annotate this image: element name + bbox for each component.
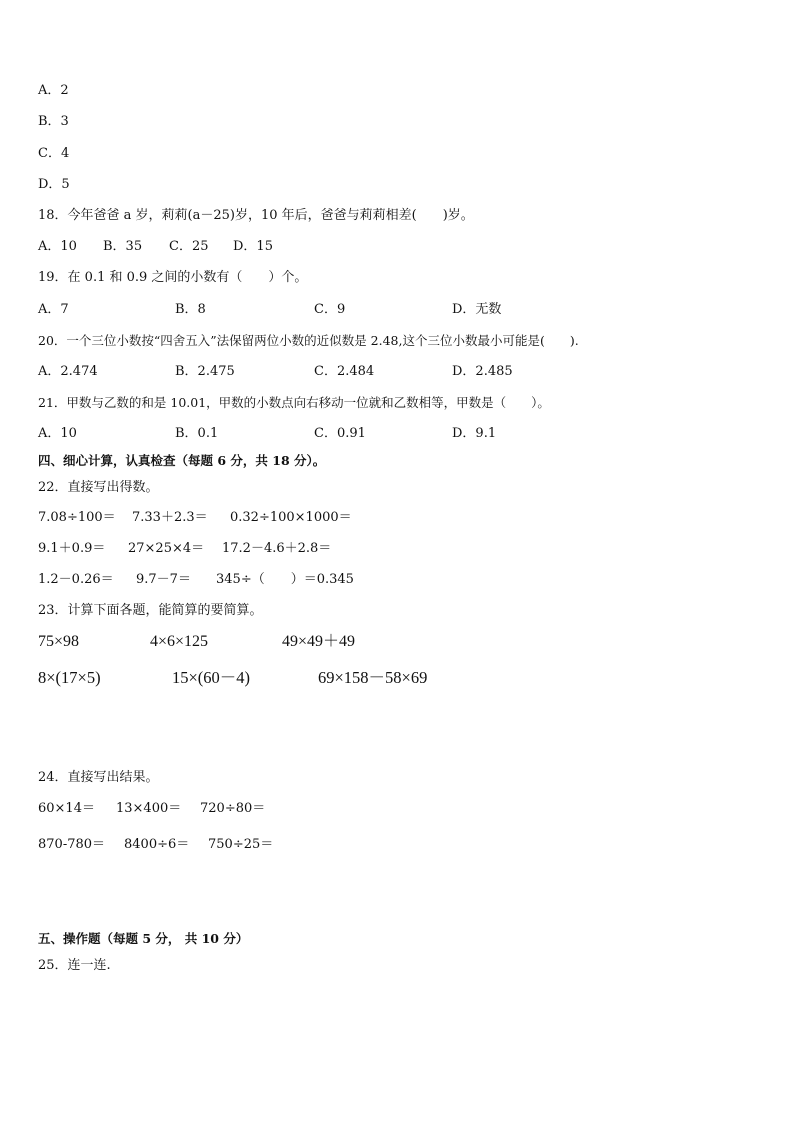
q24-expr: 8400÷6＝: [124, 837, 190, 852]
q20-text: 20．一个三位小数按“四舍五入”法保留两位小数的近似数是 2.48,这个三位小数最小可能是( ).: [38, 333, 579, 348]
q23-expr: 15×(60－4): [172, 668, 251, 687]
q21-option-d: D．9.1: [452, 426, 497, 441]
q22-expr: 1.2－0.26＝: [38, 572, 114, 587]
q24-expr: 60×14＝: [38, 801, 95, 816]
q22-expr: 9.1＋0.9＝: [38, 541, 106, 556]
q22-expr: 17.2－4.6＋2.8＝: [222, 541, 332, 556]
q18-option-d: D．15: [233, 239, 273, 254]
q24-expr: 870-780＝: [38, 837, 106, 852]
q22-expr: 345÷（ ）＝0.345: [216, 572, 354, 587]
q17-option-c: C．4: [38, 146, 70, 161]
q21-option-a: A．10: [38, 426, 77, 441]
q25-text: 25．连一连.: [38, 958, 111, 973]
q18-option-c: C．25: [169, 239, 209, 254]
q22-expr: 9.7－7＝: [136, 572, 191, 587]
q24-expr: 13×400＝: [116, 801, 182, 816]
q21-text: 21．甲数与乙数的和是 10.01，甲数的小数点向右移动一位就和乙数相等，甲数是（ ）。: [38, 395, 550, 410]
q21-option-b: B．0.1: [175, 426, 219, 441]
q22-expr: 7.08÷100＝: [38, 510, 116, 525]
q17-option-a: A．2: [38, 83, 69, 98]
q19-option-b: B．8: [175, 302, 206, 317]
q18-option-a: A．10: [38, 239, 77, 254]
q18-option-b: B．35: [103, 239, 143, 254]
q23-expr: 8×(17×5): [38, 668, 101, 687]
q21-option-c: C．0.91: [314, 426, 366, 441]
section-5-heading: 五、操作题（每题 5 分， 共 10 分）: [38, 931, 249, 946]
q22-expr: 0.32÷100×1000＝: [230, 510, 352, 525]
section-4-heading: 四、细心计算，认真检查（每题 6 分，共 18 分）。: [38, 453, 326, 468]
q19-option-c: C．9: [314, 302, 346, 317]
q22-expr: 7.33＋2.3＝: [132, 510, 208, 525]
q24-text: 24．直接写出结果。: [38, 770, 159, 785]
q23-expr: 4×6×125: [150, 633, 209, 650]
q19-option-a: A．7: [38, 302, 69, 317]
q24-expr: 720÷80＝: [200, 801, 266, 816]
q23-text: 23．计算下面各题，能简算的要简算。: [38, 603, 263, 618]
q24-expr: 750÷25＝: [208, 837, 274, 852]
q20-option-d: D．2.485: [452, 364, 513, 379]
q23-expr: 69×158－58×69: [318, 668, 428, 687]
q23-expr: 49×49＋49: [282, 633, 356, 650]
q23-expr: 75×98: [38, 633, 80, 650]
q20-option-a: A．2.474: [38, 364, 98, 379]
q22-expr: 27×25×4＝: [128, 541, 205, 556]
q17-option-b: B．3: [38, 114, 69, 129]
q19-option-d: D．无数: [452, 302, 502, 317]
q20-option-c: C．2.484: [314, 364, 375, 379]
q19-text: 19．在 0.1 和 0.9 之间的小数有（ ）个。: [38, 270, 308, 285]
q18-text: 18．今年爸爸 a 岁，莉莉(a－25)岁，10 年后，爸爸与莉莉相差( )岁。: [38, 208, 474, 223]
q17-option-d: D．5: [38, 177, 70, 192]
q22-text: 22．直接写出得数。: [38, 480, 159, 495]
q20-option-b: B．2.475: [175, 364, 235, 379]
